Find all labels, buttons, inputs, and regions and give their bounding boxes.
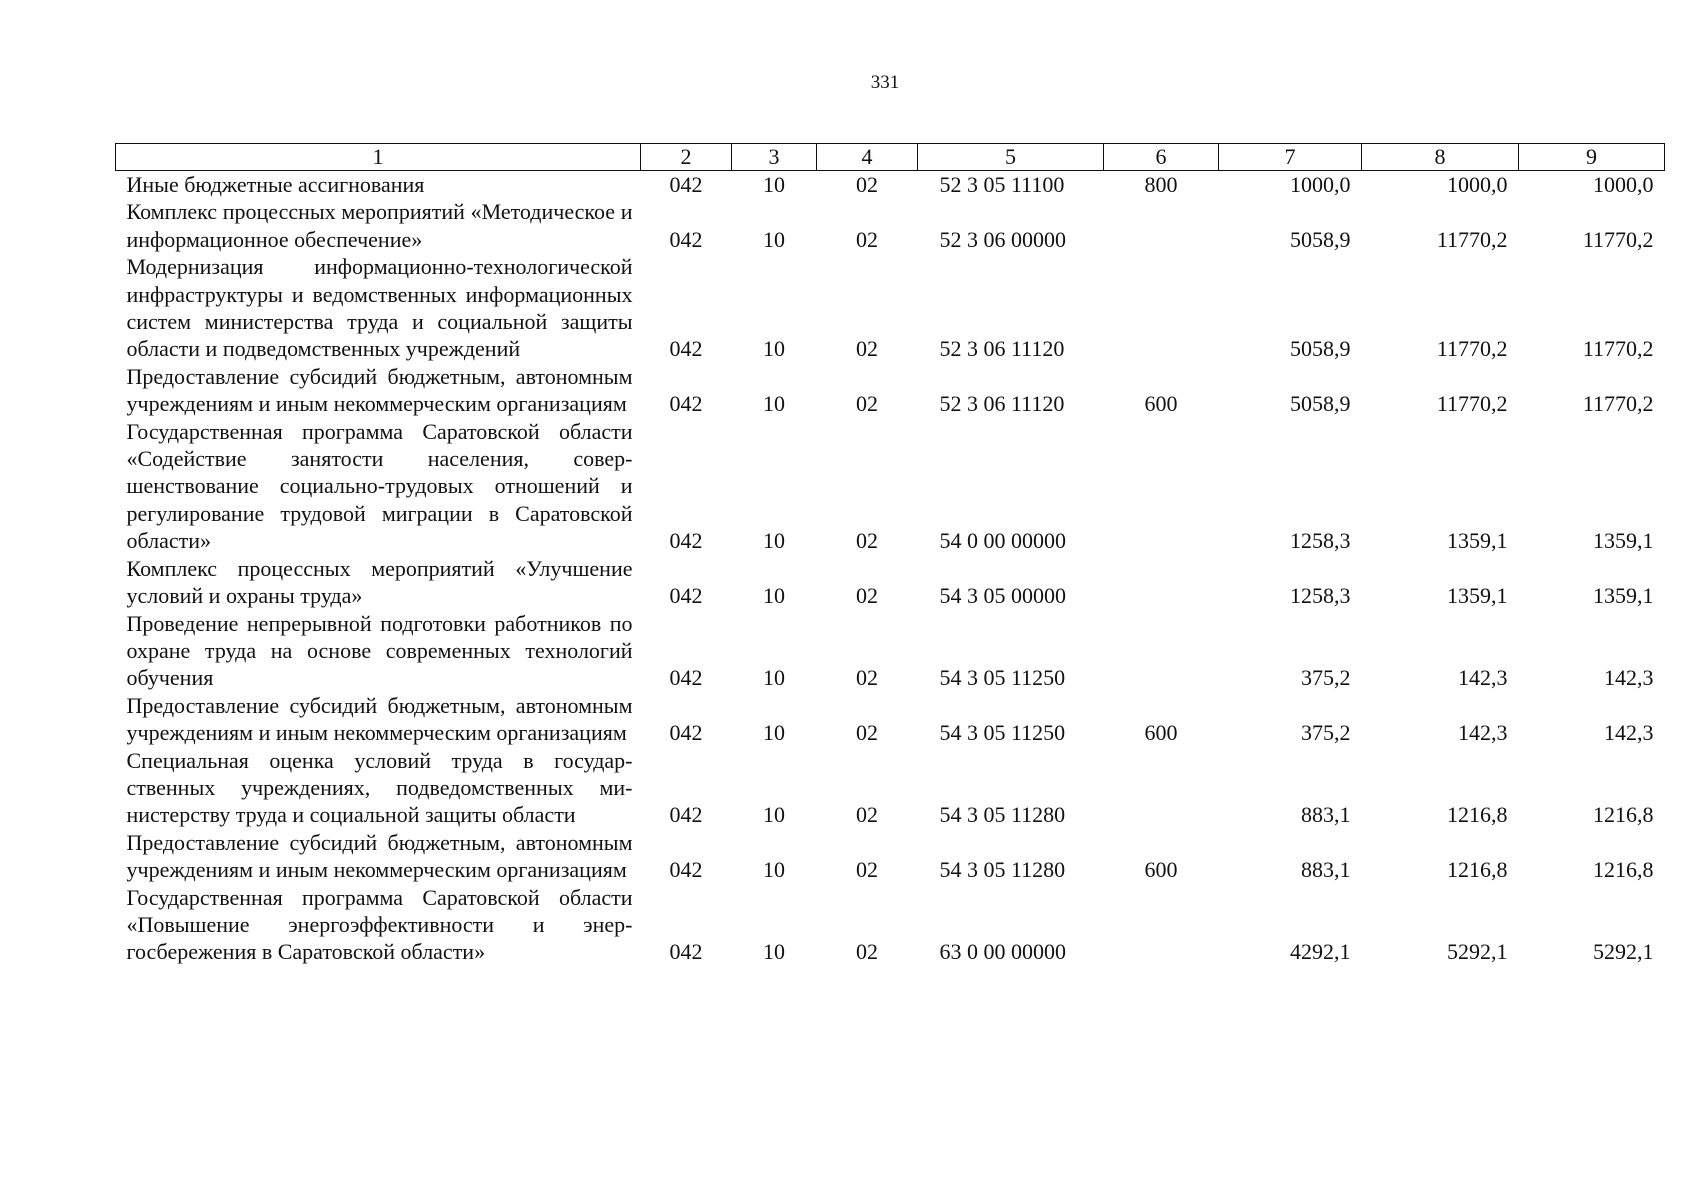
row-col-2-cell: 042 [669, 226, 703, 252]
row-name-text: Предоставление субсидий бюджетным, автономным учреждениям и иным некоммерческим организациям [126, 829, 633, 883]
row-col-4-cell: 02 [856, 226, 878, 252]
table-row [116, 363, 1665, 418]
row-col-4-cell: 02 [856, 857, 878, 883]
header-col-4: 4 [817, 144, 918, 171]
budget-table [115, 143, 1665, 966]
row-name-text: Модернизация информационно-технологической инфраструктуры и ведомственных информационных систем министерства труда и социальной защиты области и подведомственных учреждений [126, 254, 633, 362]
row-name-cell [116, 747, 641, 829]
row-col-2-cell: 042 [669, 336, 703, 362]
row-col-2-cell: 042 [669, 802, 703, 828]
row-name-cell [116, 829, 641, 884]
row-col-5-cell: 54 3 05 00000 [939, 583, 1066, 609]
row-col-2-cell: 042 [669, 857, 703, 883]
header-col-3: 3 [732, 144, 817, 171]
row-name-text: Комплекс процессных мероприятий «Улучшение условий и охраны труда» [126, 555, 633, 609]
row-col-5-cell: 54 3 05 11280 [939, 802, 1066, 828]
row-col-3-cell: 10 [763, 528, 785, 554]
table-row [116, 610, 1665, 692]
row-col-6-cell: 600 [1144, 720, 1178, 746]
header-col-9: 9 [1519, 144, 1665, 171]
table-body [116, 171, 1665, 966]
header-col-1: 1 [116, 144, 641, 171]
row-name-text: Предоставление субсидий бюджетным, автономным учреждениям и иным некоммерческим организациям [126, 363, 633, 417]
row-col-9-cell: 1216,8 [1593, 857, 1654, 883]
row-col-6-cell: 600 [1144, 391, 1178, 417]
header-col-8: 8 [1362, 144, 1519, 171]
row-name-cell [116, 198, 641, 253]
row-col-5-cell: 54 0 00 00000 [939, 528, 1066, 554]
page-number: 331 [870, 72, 900, 93]
row-col-6-cell [1104, 610, 1219, 692]
row-name-text: Государственная программа Саратовской области «Содействие занятости населения, совершенствование социально-трудовых отношений и регулирование трудовой миграции в Саратовской области» [126, 418, 633, 554]
budget-table-container [115, 143, 1664, 966]
table-header [116, 144, 1665, 171]
table-row [116, 884, 1665, 966]
row-name-cell [116, 692, 641, 747]
row-name-text: Комплекс процессных мероприятий «Методическое и информационное обеспечение» [126, 199, 633, 252]
row-col-9-cell: 11770,2 [1582, 336, 1654, 362]
row-col-7-cell: 1258,3 [1290, 583, 1351, 609]
row-col-8-cell: 142,3 [1458, 720, 1508, 746]
header-col-5: 5 [918, 144, 1104, 171]
row-col-2-cell: 042 [669, 720, 703, 746]
row-col-8-cell: 11770,2 [1436, 226, 1508, 252]
row-col-9-cell: 1216,8 [1593, 802, 1654, 828]
row-col-6-cell [1104, 198, 1219, 253]
row-col-8-cell: 1359,1 [1447, 528, 1508, 554]
row-col-7-cell: 1258,3 [1290, 528, 1351, 554]
row-col-3-cell: 10 [763, 172, 785, 197]
row-col-7-cell: 883,1 [1301, 802, 1351, 828]
row-col-2-cell: 042 [669, 665, 703, 691]
row-col-3-cell: 10 [763, 336, 785, 362]
row-name-text: Специальная оценка условий труда в государственных учреждениях, подведомственных министерству труда и социальной защиты области [126, 747, 633, 828]
table-row [116, 198, 1665, 253]
row-col-7-cell: 375,2 [1301, 665, 1351, 691]
row-col-7-cell: 1000,0 [1290, 172, 1351, 197]
row-name-text: Предоставление субсидий бюджетным, автономным учреждениям и иным некоммерческим организациям [126, 692, 633, 746]
row-col-8-cell: 1216,8 [1447, 857, 1508, 883]
row-col-5-cell: 52 3 05 11100 [939, 172, 1065, 197]
row-col-6-cell [1104, 418, 1219, 555]
row-name-text: Проведение непрерывной подготовки работников по охране труда на основе современных технологий обучения [126, 610, 633, 691]
row-col-7-cell: 5058,9 [1290, 336, 1351, 362]
row-col-5-cell: 54 3 05 11280 [939, 857, 1066, 883]
row-col-5-cell: 54 3 05 11250 [939, 720, 1066, 746]
row-col-8-cell: 1216,8 [1447, 802, 1508, 828]
row-col-6-cell [1104, 253, 1219, 363]
row-col-5-cell: 52 3 06 11120 [939, 336, 1065, 362]
row-col-4-cell: 02 [856, 528, 878, 554]
table-row [116, 171, 1665, 199]
row-col-9-cell: 142,3 [1604, 665, 1654, 691]
row-col-6-cell: 600 [1144, 857, 1178, 883]
row-col-5-cell: 52 3 06 00000 [939, 226, 1066, 252]
row-col-2-cell: 042 [669, 583, 703, 609]
row-name-cell [116, 610, 641, 692]
row-col-6-cell [1104, 747, 1219, 829]
row-col-4-cell: 02 [856, 583, 878, 609]
row-col-7-cell: 5058,9 [1290, 391, 1351, 417]
row-col-4-cell: 02 [856, 939, 878, 965]
row-col-3-cell: 10 [763, 857, 785, 883]
row-col-5-cell: 52 3 06 11120 [939, 391, 1065, 417]
row-col-8-cell: 11770,2 [1436, 336, 1508, 362]
row-col-4-cell: 02 [856, 336, 878, 362]
row-col-5-cell: 63 0 00 00000 [939, 939, 1066, 965]
row-name-cell [116, 418, 641, 555]
row-col-3-cell: 10 [763, 583, 785, 609]
row-col-9-cell: 1359,1 [1593, 528, 1654, 554]
row-col-3-cell: 10 [763, 226, 785, 252]
row-name-cell [116, 555, 641, 610]
row-col-7-cell: 883,1 [1301, 857, 1351, 883]
header-col-6: 6 [1104, 144, 1219, 171]
row-col-3-cell: 10 [763, 391, 785, 417]
row-name-cell [116, 253, 641, 363]
row-col-9-cell: 1000,0 [1593, 172, 1654, 197]
row-name-text: Иные бюджетные ассигнования [126, 172, 425, 197]
row-name-cell [116, 171, 641, 199]
row-col-2-cell: 042 [669, 528, 703, 554]
row-col-2-cell: 042 [669, 172, 703, 197]
table-row [116, 692, 1665, 747]
row-col-8-cell: 11770,2 [1436, 391, 1508, 417]
row-col-9-cell: 11770,2 [1582, 226, 1654, 252]
row-col-7-cell: 4292,1 [1290, 939, 1351, 965]
row-col-4-cell: 02 [856, 802, 878, 828]
header-col-7: 7 [1219, 144, 1362, 171]
row-col-3-cell: 10 [763, 939, 785, 965]
table-row [116, 747, 1665, 829]
row-col-2-cell: 042 [669, 391, 703, 417]
row-col-8-cell: 5292,1 [1447, 939, 1508, 965]
row-col-4-cell: 02 [856, 391, 878, 417]
row-col-4-cell: 02 [856, 720, 878, 746]
row-col-8-cell: 142,3 [1458, 665, 1508, 691]
row-col-8-cell: 1000,0 [1447, 172, 1508, 197]
row-col-9-cell: 142,3 [1604, 720, 1654, 746]
row-col-6-cell [1104, 884, 1219, 966]
row-col-9-cell: 5292,1 [1593, 939, 1654, 965]
row-col-3-cell: 10 [763, 665, 785, 691]
row-col-4-cell: 02 [856, 172, 878, 197]
table-row [116, 418, 1665, 555]
row-col-3-cell: 10 [763, 720, 785, 746]
row-name-text: Государственная программа Саратовской области «Повышение энергоэффективности и энергосбережения в Саратовской области» [126, 884, 633, 965]
table-row [116, 253, 1665, 363]
header-col-2: 2 [641, 144, 732, 171]
row-name-cell [116, 363, 641, 418]
row-col-7-cell: 5058,9 [1290, 226, 1351, 252]
row-col-9-cell: 11770,2 [1582, 391, 1654, 417]
row-col-3-cell: 10 [763, 802, 785, 828]
row-col-6-cell: 800 [1144, 172, 1178, 197]
row-col-9-cell: 1359,1 [1593, 583, 1654, 609]
row-name-cell [116, 884, 641, 966]
row-col-8-cell: 1359,1 [1447, 583, 1508, 609]
table-row [116, 555, 1665, 610]
row-col-6-cell [1104, 555, 1219, 610]
row-col-7-cell: 375,2 [1301, 720, 1351, 746]
row-col-4-cell: 02 [856, 665, 878, 691]
row-col-2-cell: 042 [669, 939, 703, 965]
header-row [116, 144, 1665, 171]
table-row [116, 829, 1665, 884]
row-col-5-cell: 54 3 05 11250 [939, 665, 1066, 691]
